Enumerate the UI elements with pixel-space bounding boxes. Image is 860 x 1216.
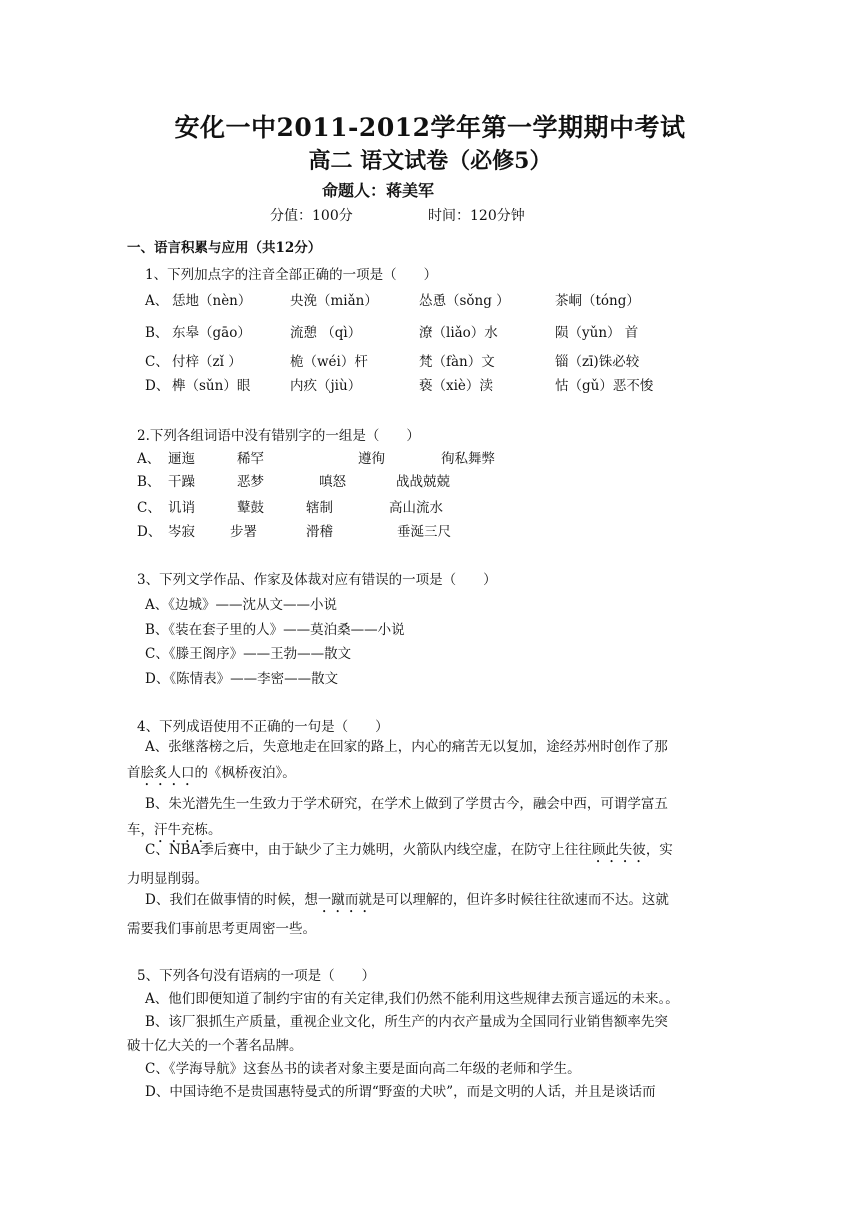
q4-option-c: [127, 837, 737, 892]
q2-d-word4: 垂涎三尺: [397, 524, 451, 540]
q3-option-d: D、《陈情表》——李密——散文: [145, 671, 339, 687]
q1-a-item1: 恁地（nèn）: [172, 293, 252, 309]
q4-a-line1: A、张继落榜之后，失意地走在回家的路上，内心的痛苦无以复加，途经苏州时创作了那: [145, 739, 668, 755]
q1-c-item1: 付梓（zǐ ）: [172, 354, 242, 370]
q2-b-word2: 恶梦: [237, 474, 264, 490]
q1-d-label: D、: [145, 378, 170, 394]
exam-subtitle: 高二 语文试卷（必修5）: [308, 148, 552, 174]
q4-option-d: [127, 887, 737, 942]
q1-c-label: C、: [145, 354, 169, 370]
question-2-stem: 2.下列各组词语中没有错别字的一组是（ ）: [137, 428, 420, 444]
q2-d-word3: 滑稽: [306, 524, 333, 540]
q1-a-label: A、: [145, 293, 169, 309]
q2-a-label: A、: [137, 451, 161, 467]
q1-c-item2: 桅（wéi）杆: [290, 354, 368, 370]
q1-d-item4: 怙（gǔ）恶不悛: [555, 378, 654, 394]
exam-time: 时间：120分钟: [428, 208, 525, 224]
section-1-title: 一、语言积累与应用（共12分）: [127, 240, 322, 256]
q2-b-word4: 战战兢兢: [396, 474, 450, 490]
q4-a-post: 的《枫桥夜泊》。: [194, 765, 296, 781]
q4-a-idiom: 脍炙人口: [140, 765, 195, 781]
q4-d-post: 是可以理解的，但许多时候往往欲速而不达。这就: [371, 892, 669, 908]
q4-c-line2: 力明显削弱。: [127, 871, 208, 887]
q1-a-item4: 茶峒（tóng）: [555, 293, 640, 309]
question-4-stem: 4、下列成语使用不正确的一句是（ ）: [137, 719, 389, 735]
q4-d-line2: 需要我们事前思考更周密一些。: [127, 921, 316, 937]
q1-b-item3: 潦（liǎo）水: [419, 325, 498, 341]
q2-a-word4: 徇私舞弊: [441, 451, 495, 467]
exam-title: 安化一中2011-2012学年第一学期期中考试: [174, 113, 686, 142]
q1-b-item1: 东皋（gāo）: [172, 325, 251, 341]
q4-b-pre: 车，: [127, 822, 154, 838]
q2-c-label: C、: [137, 500, 161, 516]
q2-c-word4: 高山流水: [389, 500, 443, 516]
q4-d-idiom: 一蹴而就: [317, 892, 372, 908]
q3-option-a: A、《边城》——沈从文——小说: [145, 597, 337, 613]
q3-option-c: C、《滕王阁序》——王勃——散文: [145, 646, 352, 662]
q1-c-item4: 锱（zī)铢必较: [555, 354, 640, 370]
q1-d-item1: 榫（sǔn）眼: [172, 378, 251, 394]
q5-option-a: A、他们即便知道了制约宇宙的有关定律,我们仍然不能利用这些规律去预言遥远的未来。。: [145, 991, 679, 1007]
q1-c-item3: 梵（fàn）文: [419, 354, 495, 370]
q5-option-b-line2: 破十亿大关的一个著名品牌。: [127, 1038, 303, 1054]
q4-d-pre: D、我们在做事情的时候，想: [145, 892, 318, 908]
exam-score: 分值：100分: [270, 208, 353, 224]
q1-b-item4: 陨（yǔn） 首: [555, 325, 639, 341]
q5-option-d: D、中国诗绝不是贵国惠特曼式的所谓“野蛮的犬吠”，而是文明的人话，并且是谈话而: [145, 1084, 656, 1100]
q4-c-idiom: 顾此失彼: [591, 842, 646, 858]
q2-a-word2: 稀罕: [237, 451, 264, 467]
q2-b-word3: 嗔怒: [319, 474, 346, 490]
q2-b-word1: 干躁: [168, 474, 195, 490]
q4-option-a: [127, 734, 737, 789]
q1-b-label: B、: [145, 325, 169, 341]
q2-d-word2: 步署: [230, 524, 257, 540]
q2-a-word1: 逦迤: [168, 451, 195, 467]
q1-b-item2: 流憩 （qì）: [290, 325, 362, 341]
question-5-stem: 5、下列各句没有语病的一项是（ ）: [137, 968, 376, 984]
q2-a-word3: 遵徇: [358, 451, 385, 467]
q4-b-post: 。: [208, 822, 222, 838]
q4-c-post: ，实: [645, 842, 673, 858]
question-1-stem: 1、下列加点字的注音全部正确的一项是（ ）: [145, 267, 438, 283]
q2-d-word1: 岑寂: [168, 524, 195, 540]
q4-a-pre: 首: [127, 765, 141, 781]
q1-a-item2: 央浼（miǎn）: [290, 293, 378, 309]
q2-c-word2: 鼙鼓: [237, 500, 264, 516]
q1-d-item3: 亵（xiè）渎: [419, 378, 493, 394]
q1-a-item3: 怂恿（sǒng ）: [419, 293, 510, 309]
question-3-stem: 3、下列文学作品、作家及体裁对应有错误的一项是（ ）: [137, 572, 497, 588]
q2-c-word3: 辖制: [306, 500, 333, 516]
q2-d-label: D、: [137, 524, 162, 540]
q4-b-line1: B、朱光潜先生一生致力于学术研究，在学术上做到了学贯古今，融会中西，可谓学富五: [145, 796, 668, 812]
q5-option-c: C、《学海导航》这套丛书的读者对象主要是面向高二年级的老师和学生。: [145, 1061, 581, 1077]
q5-option-b-line1: B、该厂狠抓生产质量，重视企业文化，所生产的内衣产量成为全国同行业销售额率先突: [145, 1014, 668, 1030]
q2-b-label: B、: [137, 474, 161, 490]
q4-c-pre: C、NBA季后赛中，由于缺少了主力姚明，火箭队内线空虚，在防守上往往: [145, 842, 592, 858]
q2-c-word1: 讥诮: [168, 500, 195, 516]
q1-d-item2: 内疚（jiù）: [290, 378, 362, 394]
exam-author: 命题人：蒋美军: [322, 181, 435, 200]
q4-b-idiom: 汗牛充栋: [154, 822, 208, 838]
q3-option-b: B、《装在套子里的人》——莫泊桑——小说: [145, 622, 405, 638]
